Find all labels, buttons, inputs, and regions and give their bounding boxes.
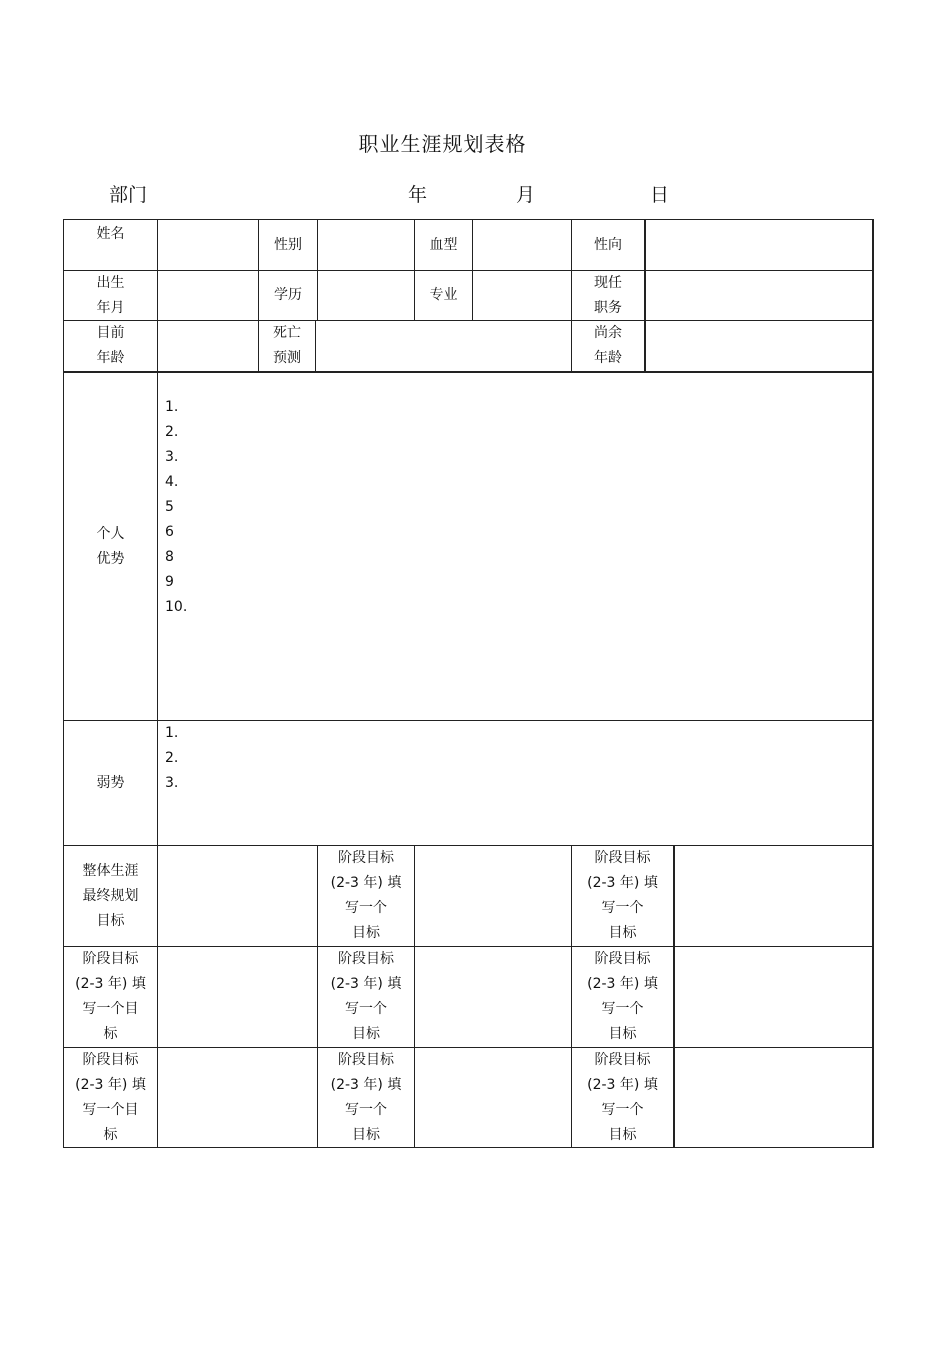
- stage-goal-label: 阶段目标 (2-3 年) 填 写一个 目标: [587, 850, 658, 941]
- list-item: 3.: [165, 449, 179, 465]
- list-item: 3.: [165, 775, 179, 791]
- list-item: 10.: [165, 599, 188, 615]
- stage-goal-label: 阶段目标 (2-3 年) 填 写一个目 标: [75, 1051, 146, 1143]
- list-item: 4.: [165, 474, 179, 490]
- stage-goal-label: 阶段目标 (2-3 年) 填 写一个 目标: [330, 951, 402, 1042]
- list-item: 1.: [165, 725, 179, 741]
- stage-goal-field[interactable]: [675, 947, 872, 1047]
- day-label: 日: [650, 184, 670, 206]
- death-prediction-label: 死亡 预测: [273, 325, 301, 366]
- current-position-label: 现任 职务: [594, 274, 622, 316]
- blood-type-label: 血型: [429, 236, 458, 253]
- orientation-field[interactable]: [646, 220, 872, 270]
- current-position-field[interactable]: [646, 271, 872, 320]
- stage-goal-label: 阶段目标 (2-3 年) 填 写一个 目标: [330, 850, 402, 941]
- stage-goal-label: 阶段目标 (2-3 年) 填 写一个 目标: [587, 951, 658, 1042]
- education-field[interactable]: [318, 271, 414, 320]
- list-item: 5: [165, 499, 174, 515]
- orientation-label: 性向: [594, 236, 622, 253]
- strengths-label: 个人 优势: [96, 525, 125, 567]
- list-item: 1.: [165, 399, 179, 415]
- stage-goal-field[interactable]: [415, 947, 571, 1047]
- major-label: 专业: [429, 287, 458, 303]
- gender-label: 性别: [274, 236, 302, 253]
- birth-date-label: 出生 年月: [96, 274, 125, 316]
- strengths-list[interactable]: [165, 395, 187, 620]
- gender-field[interactable]: [318, 220, 414, 270]
- current-age-field[interactable]: [159, 321, 258, 371]
- death-prediction-field[interactable]: [316, 321, 571, 371]
- name-label: 姓名: [96, 226, 125, 242]
- remaining-years-label: 尚余 年龄: [594, 325, 622, 366]
- list-item: 8: [165, 549, 174, 565]
- stage-goal-label: 阶段目标 (2-3 年) 填 写一个 目标: [587, 1051, 658, 1143]
- current-age-label: 目前 年龄: [96, 325, 125, 366]
- final-career-goal-field[interactable]: [159, 846, 317, 946]
- stage-goal-label: 阶段目标 (2-3 年) 填 写一个 目标: [330, 1051, 402, 1143]
- stage-goal-field[interactable]: [159, 947, 317, 1047]
- weaknesses-list[interactable]: [165, 721, 178, 796]
- list-item: 6: [165, 524, 174, 540]
- month-label: 月: [516, 184, 536, 206]
- list-item: 9: [165, 574, 174, 590]
- name-field[interactable]: [159, 220, 258, 270]
- stage-goal-field[interactable]: [159, 1048, 317, 1147]
- stage-goal-field[interactable]: [415, 1048, 571, 1147]
- list-item: 2.: [165, 750, 179, 766]
- list-item: 2.: [165, 424, 179, 440]
- stage-goal-label: 阶段目标 (2-3 年) 填 写一个目 标: [75, 951, 146, 1042]
- year-label: 年: [408, 184, 428, 206]
- education-label: 学历: [274, 287, 302, 303]
- stage-goal-field[interactable]: [675, 846, 872, 946]
- department-label: 部门: [109, 184, 148, 206]
- weaknesses-label: 弱势: [96, 774, 125, 791]
- stage-goal-field[interactable]: [675, 1048, 872, 1147]
- blood-type-field[interactable]: [473, 220, 571, 270]
- major-field[interactable]: [473, 271, 571, 320]
- form-title: 职业生涯规划表格: [358, 132, 527, 156]
- stage-goal-field[interactable]: [415, 846, 571, 946]
- remaining-years-field[interactable]: [646, 321, 872, 371]
- birth-date-field[interactable]: [159, 271, 258, 320]
- final-career-goal-label: 整体生涯 最终规划 目标: [82, 862, 139, 929]
